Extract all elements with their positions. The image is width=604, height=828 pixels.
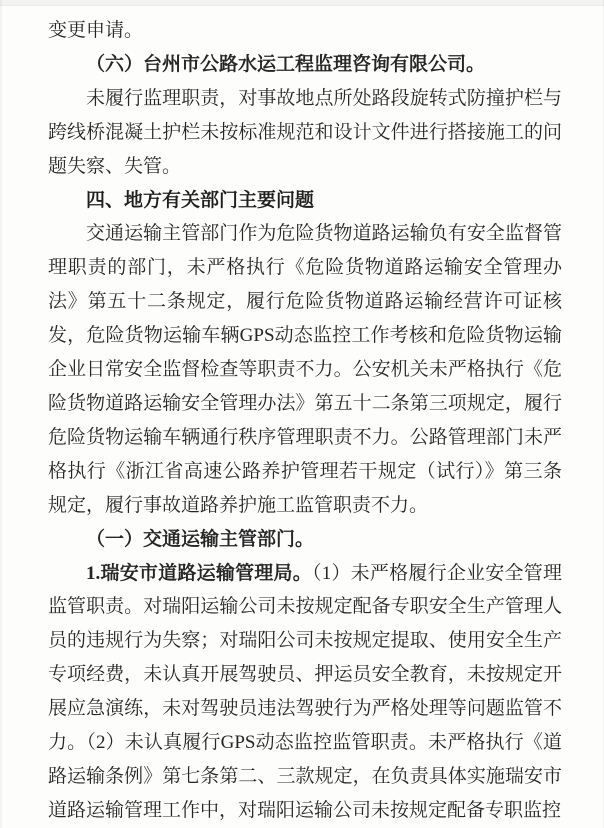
paragraph-ruian-road-transport-bureau: [48, 557, 562, 828]
scan-top-edge: [0, 0, 604, 6]
paragraph-supervision-failure: 未履行监理职责，对事故地点所处路段旋转式防撞护栏与跨线桥混凝土护栏未按标准规范和设计文件进行搭接施工的问题失察、失管。: [48, 87, 562, 177]
paragraph-transport-authority-problems: 交通运输主管部门作为危险货物道路运输负有安全监督管理职责的部门，未严格执行《危险货物道路运输安全管理办法》第五十二条规定，履行危险货物道路运输经营许可证核发，危险货物运输车辆GPS动态监控工作考核和危险货物运输企业日常安全监督检查等职责不力。公安机关未严格执行《危险货物道路运输安全管理办法》第五十二条第三项规定，履行危险货物运输车辆通行秩序管理职责不力。公路管理部门未严格执行《浙江省高速公路养护管理若干规定（试行）》第三条规定，履行事故道路养护施工监管职责不力。: [48, 223, 562, 516]
subsection-heading-one-transport-departments: （一）交通运输主管部门。: [86, 528, 315, 550]
paragraph-continuation-change-request: 变更申请。: [48, 20, 144, 41]
item-lead-ruian-bureau: 1.瑞安市道路运输管理局。: [86, 562, 312, 584]
section-heading-six-taizhou-supervision-company: （六）台州市公路水运工程监理咨询有限公司。: [86, 53, 486, 75]
item-body-ruian-bureau: （1）未严格履行企业安全管理监管职责。对瑞阳运输公司未按规定配备专职安全生产管理人员的违规行为失察；对瑞阳公司未按规定提取、使用安全生产专项经费，未认真开展驾驶员、押运员安全教育，未按规定开展应急演练，未对驾驶员违法驾驶行为严格处理等问题监管不力。（2）未认真履行GPS动态监控监管职责。未严格执行《道路运输条例》第七条第二、三款规定，在负责具体实施瑞安市道路运输管理工作中，对瑞阳运输公司未按规定配备专职监控: [48, 562, 562, 821]
scan-left-edge: [0, 0, 2, 828]
chapter-heading-four-local-departments: 四、地方有关部门主要问题: [86, 189, 315, 211]
